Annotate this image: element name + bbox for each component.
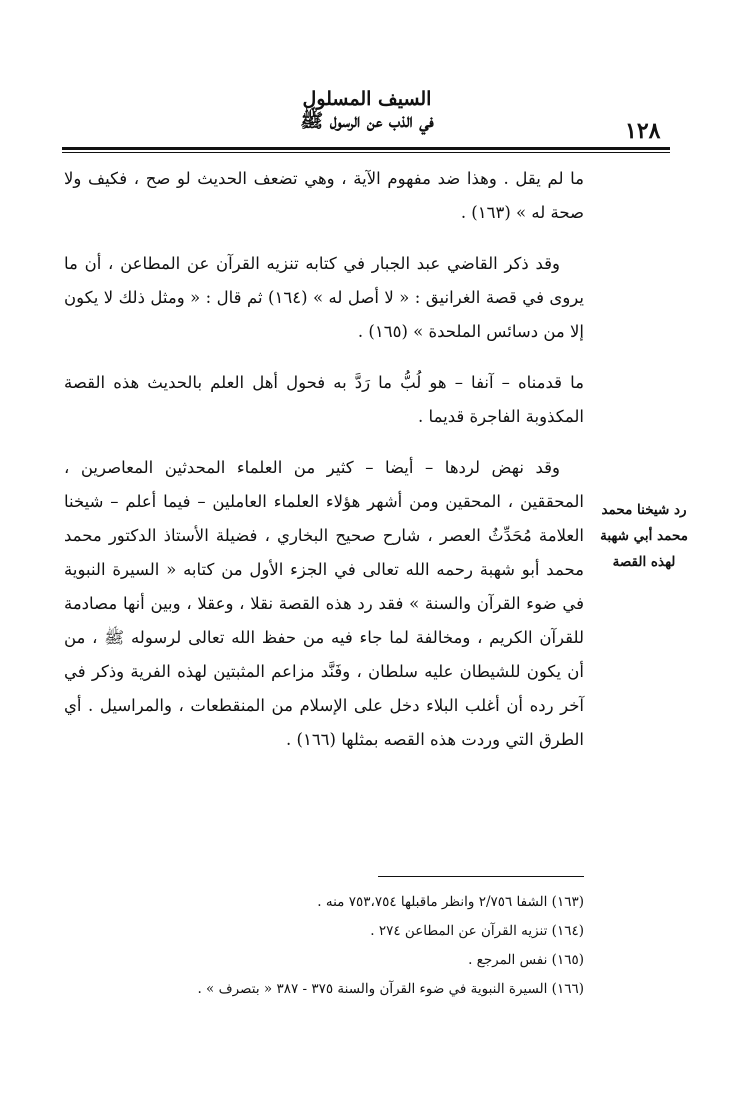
footnote: (١٦٥) نفس المرجع .	[468, 952, 584, 968]
footnotes	[64, 888, 584, 1004]
footnote: (١٦٣) الشفا ٢/٧٥٦ وانظر ماقبلها ٧٥٣،٧٥٤ منه .	[317, 894, 584, 910]
paragraph: ما لم يقل . وهذا ضد مفهوم الآية ، وهي تضعف الحديث لو صح ، فكيف ولا صحة له » (١٦٣) .	[64, 169, 584, 222]
header-rule-thin	[62, 152, 670, 153]
footnote: (١٦٤) تنزيه القرآن عن المطاعن ٢٧٤ .	[370, 923, 584, 939]
header-rule	[62, 147, 670, 150]
footnote: (١٦٦) السيرة النبوية في ضوء القرآن والسنة ٣٧٥ - ٣٨٧ « بتصرف » .	[197, 981, 584, 997]
paragraph: ما قدمناه – آنفا – هو لُبُّ ما رَدَّ به فحول أهل العلم بالحديث هذه القصة المكذوبة الفاجرة قديما .	[64, 373, 584, 426]
book-title: السيف المسلول	[302, 88, 432, 110]
footnote-separator	[378, 876, 584, 877]
page-number: ١٢٨	[625, 118, 661, 144]
book-subtitle: في الذب عن الرسول ﷺ	[300, 110, 434, 132]
main-text	[64, 162, 584, 774]
running-header	[232, 88, 502, 132]
paragraph: وقد نهض لردها – أيضا – كثير من العلماء المحدثين المعاصرين ، المحققين ، المحقين ومن أشهر هؤلاء العلماء العاملين – فيما أعلم – شيخنا العلامة مُحَدِّثُ العصر ، شارح صحيح البخاري ، فضيلة الأستاذ الدكتور محمد محمد أبو شهبة رحمه الله تعالى في الجزء الأول من كتابه « السيرة النبوية في ضوء القرآن والسنة » فقد رد هذه القصة نقلا ، وعقلا ، وبين أنها مصادمة للقرآن الكريم ، ومخالفة لما جاء فيه من حفظ الله تعالى لرسوله ﷺ ، من أن يكون للشيطان عليه سلطان ، وفَنَّد مزاعم المثبتين لهذه الفرية وذكر في آخر رده أن أغلب البلاء دخل على الإسلام من المنقطعات ، والمراسيل . أي الطرق التي وردت هذه القصه بمثلها (١٦٦) .	[64, 458, 584, 749]
paragraph: وقد ذكر القاضي عبد الجبار في كتابه تنزيه القرآن عن المطاعن ، أن ما يروى في قصة الغرانيق : « لا أصل له » (١٦٤) ثم قال : « ومثل ذلك لا يكون إلا من دسائس الملحدة » (١٦٥) .	[64, 254, 584, 341]
margin-note: رد شيخنا محمد محمد أبي شهبة لهذه القصة	[600, 502, 688, 570]
